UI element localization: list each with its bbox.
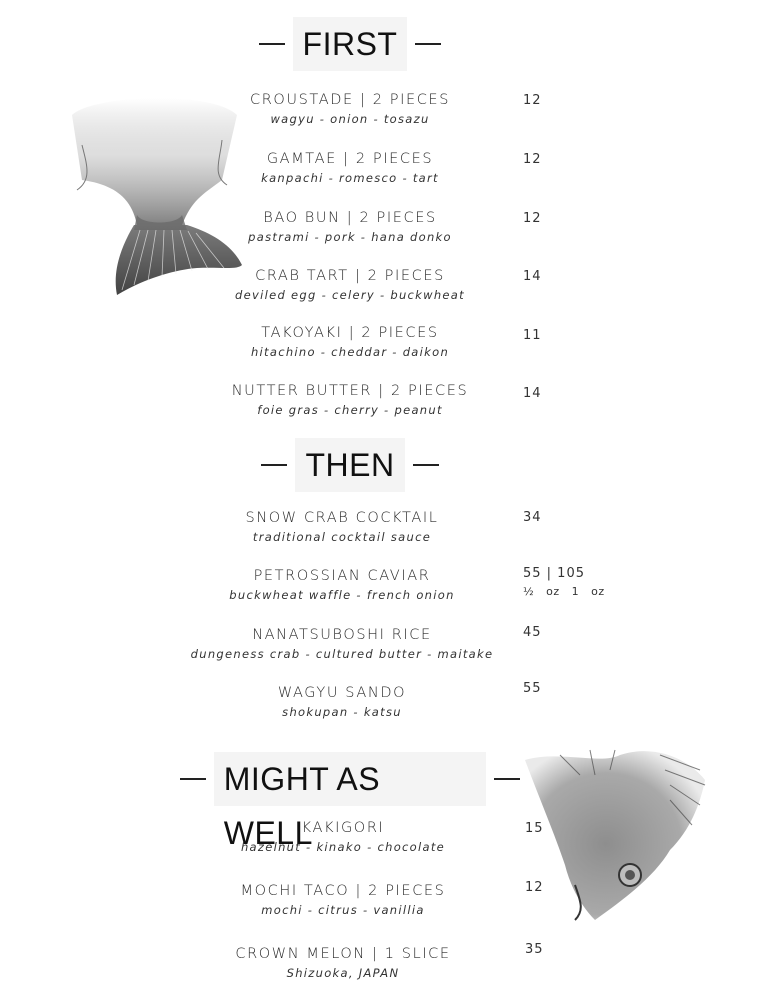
- section-title: FIRST: [293, 17, 408, 71]
- item-description: foie gras - cherry - peanut: [257, 403, 443, 417]
- menu-item-petrossian-caviar: [177, 568, 507, 602]
- item-price: 15: [525, 821, 544, 836]
- header-dash-left: [180, 778, 206, 780]
- menu-item-crab-tart: [185, 268, 515, 302]
- item-price: 12: [525, 880, 544, 895]
- item-price: 35: [525, 942, 544, 957]
- menu-item-crown-melon: [178, 946, 508, 980]
- item-description: hitachino - cheddar - daikon: [250, 345, 450, 359]
- item-name: CROWN MELON | 1 SLICE: [235, 946, 451, 962]
- item-name: MOCHI TACO | 2 PIECES: [240, 883, 446, 899]
- item-name: GAMTAE | 2 PIECES: [266, 151, 434, 167]
- item-price: 14: [523, 386, 542, 401]
- item-price: 11: [523, 328, 542, 343]
- item-price: 34: [523, 510, 542, 525]
- item-name: KAKIGORI: [301, 820, 385, 836]
- section-header-first: [250, 17, 450, 71]
- item-description: traditional cocktail sauce: [252, 530, 432, 544]
- item-description: deviled egg - celery - buckwheat: [235, 288, 465, 302]
- item-price: 45: [523, 625, 542, 640]
- item-price: 14: [523, 269, 542, 284]
- menu-item-mochi-taco: [178, 883, 508, 917]
- header-dash-right: [415, 43, 441, 45]
- header-dash-right: [413, 464, 439, 466]
- fish-head-illustration: [520, 735, 710, 925]
- menu-item-kakigori: [178, 820, 508, 854]
- section-header-then: [250, 438, 450, 492]
- item-description: kanpachi - romesco - tart: [261, 171, 439, 185]
- item-description: buckwheat waffle - french onion: [229, 588, 455, 602]
- menu-item-snow-crab-cocktail: [177, 510, 507, 544]
- header-dash-right: [494, 778, 520, 780]
- header-dash-left: [259, 43, 285, 45]
- section-title: THEN: [295, 438, 404, 492]
- item-name: PETROSSIAN CAVIAR: [253, 568, 431, 584]
- item-price-note: ½ oz 1 oz: [523, 585, 605, 598]
- header-dash-left: [261, 464, 287, 466]
- item-price: 55 | 105: [523, 566, 585, 581]
- item-name: BAO BUN | 2 PIECES: [263, 210, 437, 226]
- menu-item-croustade: [185, 92, 515, 126]
- menu-item-takoyaki: [185, 325, 515, 359]
- item-description: shokupan - katsu: [282, 705, 402, 719]
- item-price: 12: [523, 152, 542, 167]
- menu-item-wagyu-sando: [177, 685, 507, 719]
- menu-item-gamtae: [185, 151, 515, 185]
- item-description: mochi - citrus - vanillia: [261, 903, 425, 917]
- item-description: wagyu - onion - tosazu: [270, 112, 430, 126]
- item-name: TAKOYAKI | 2 PIECES: [261, 325, 439, 341]
- item-name: CRAB TART | 2 PIECES: [255, 268, 445, 284]
- item-name: SNOW CRAB COCKTAIL: [245, 510, 439, 526]
- item-price: 12: [523, 211, 542, 226]
- menu-item-nutter-butter: [185, 383, 515, 417]
- item-price: 55: [523, 681, 542, 696]
- item-name: WAGYU SANDO: [277, 685, 407, 701]
- item-description: pastrami - pork - hana donko: [248, 230, 452, 244]
- menu-item-bao-bun: [185, 210, 515, 244]
- item-name: NUTTER BUTTER | 2 PIECES: [231, 383, 469, 399]
- item-price: 12: [523, 93, 542, 108]
- item-name: CROUSTADE | 2 PIECES: [249, 92, 451, 108]
- item-name: NANATSUBOSHI RICE: [252, 627, 432, 643]
- section-title: MIGHT AS WELL: [214, 752, 486, 806]
- item-description: dungeness crab - cultured butter - maitake: [190, 647, 494, 661]
- item-description: hazelnut - kinako - chocolate: [240, 840, 446, 854]
- menu-item-nanatsuboshi-rice: [177, 627, 507, 661]
- item-description: Shizuoka, JAPAN: [286, 966, 400, 980]
